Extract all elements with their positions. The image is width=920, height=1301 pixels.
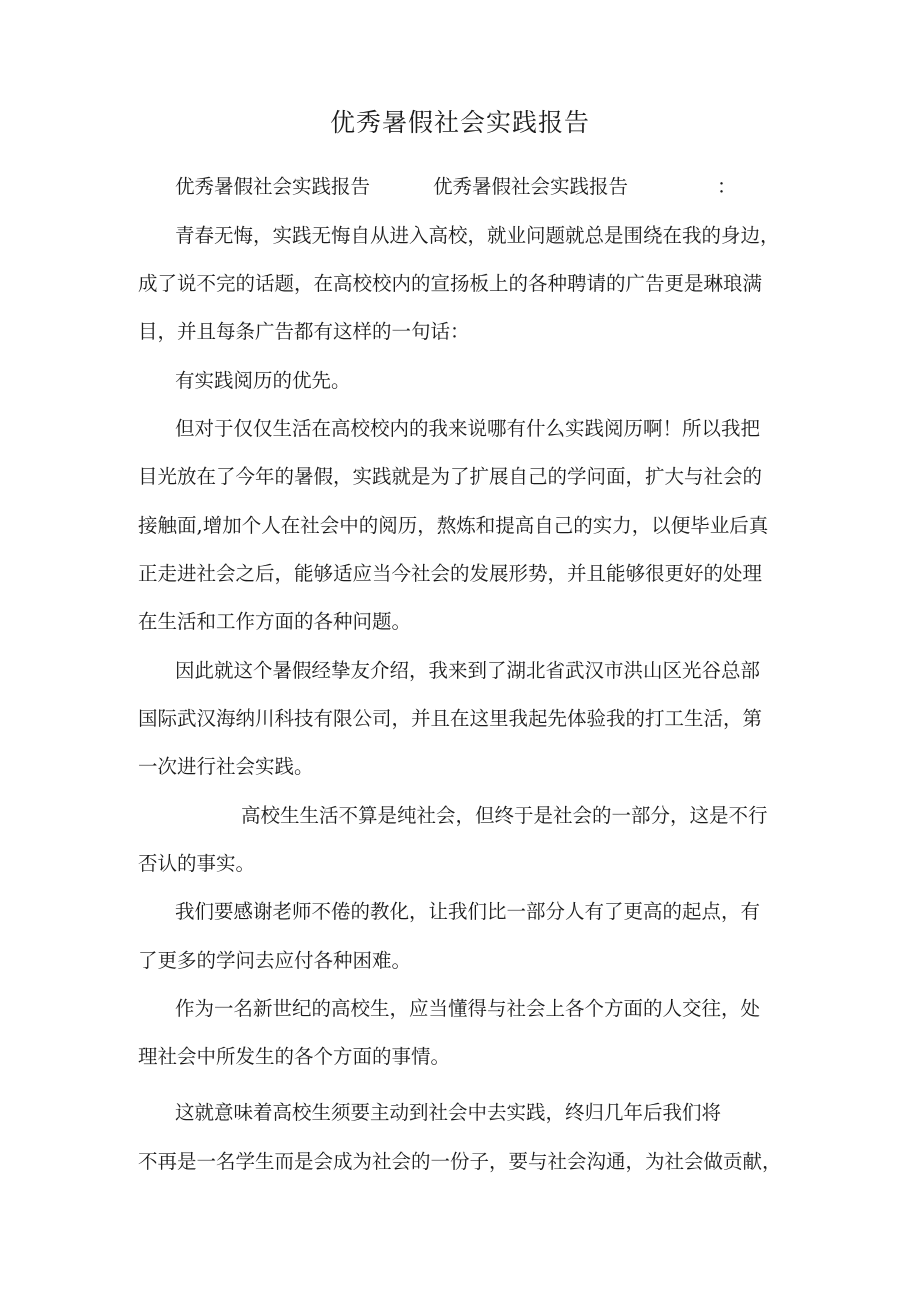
body-line-10: 因此就这个暑假经挚友介绍，我来到了湖北省武汉市洪山区光谷总部 [175, 659, 761, 682]
body-line-3: 目，并且每条广告都有这样的一句话： [138, 320, 470, 343]
body-line-15: 我们要感谢老师不倦的教化，让我们比一部分人有了更高的起点，有 [175, 900, 761, 923]
body-line-13: 高校生生活不算是纯社会，但终于是社会的一部分，这是不行 [241, 804, 768, 827]
body-line-20: 不再是一名学生而是会成为社会的一份子，要与社会沟通，为社会做贡献， [138, 1150, 782, 1173]
body-line-6: 目光放在了今年的暑假，实践就是为了扩展自己的学问面，扩大与社会的 [138, 465, 763, 488]
body-line-18: 理社会中所发生的各个方面的事情。 [138, 1045, 451, 1068]
body-line-4: 有实践阅历的优先。 [175, 369, 351, 392]
body-line-5: 但对于仅仅生活在高校校内的我来说哪有什么实践阅历啊！所以我把 [175, 417, 761, 440]
subtitle-middle: 优秀暑假社会实践报告 [433, 175, 629, 198]
body-line-17: 作为一名新世纪的高校生，应当懂得与社会上各个方面的人交往，处 [175, 997, 761, 1020]
subtitle-left: 优秀暑假社会实践报告 [175, 175, 371, 198]
document-title: 优秀暑假社会实践报告 [329, 108, 590, 137]
subtitle-right: ： [717, 175, 737, 198]
body-line-8: 正走进社会之后，能够适应当今社会的发展形势，并且能够很更好的处理 [138, 562, 763, 585]
body-line-9: 在生活和工作方面的各种问题。 [138, 610, 412, 633]
body-line-7: 接触面,增加个人在社会中的阅历，熬炼和提高自己的实力，以便毕业后真 [138, 514, 769, 537]
body-line-12: 一次进行社会实践。 [138, 755, 314, 778]
body-line-19: 这就意味着高校生须要主动到社会中去实践，终归几年后我们将 [175, 1101, 722, 1124]
body-line-11: 国际武汉海纳川科技有限公司，并且在这里我起先体验我的打工生活，第 [138, 707, 763, 730]
body-line-1: 青春无悔，实践无悔自从进入高校，就业问题就总是围绕在我的身边， [175, 224, 780, 247]
body-line-14: 否认的事实。 [138, 852, 256, 875]
body-line-2: 成了说不完的话题，在高校校内的宣扬板上的各种聘请的广告更是琳琅满 [138, 272, 763, 295]
body-line-16: 了更多的学问去应付各种困难。 [138, 949, 412, 972]
